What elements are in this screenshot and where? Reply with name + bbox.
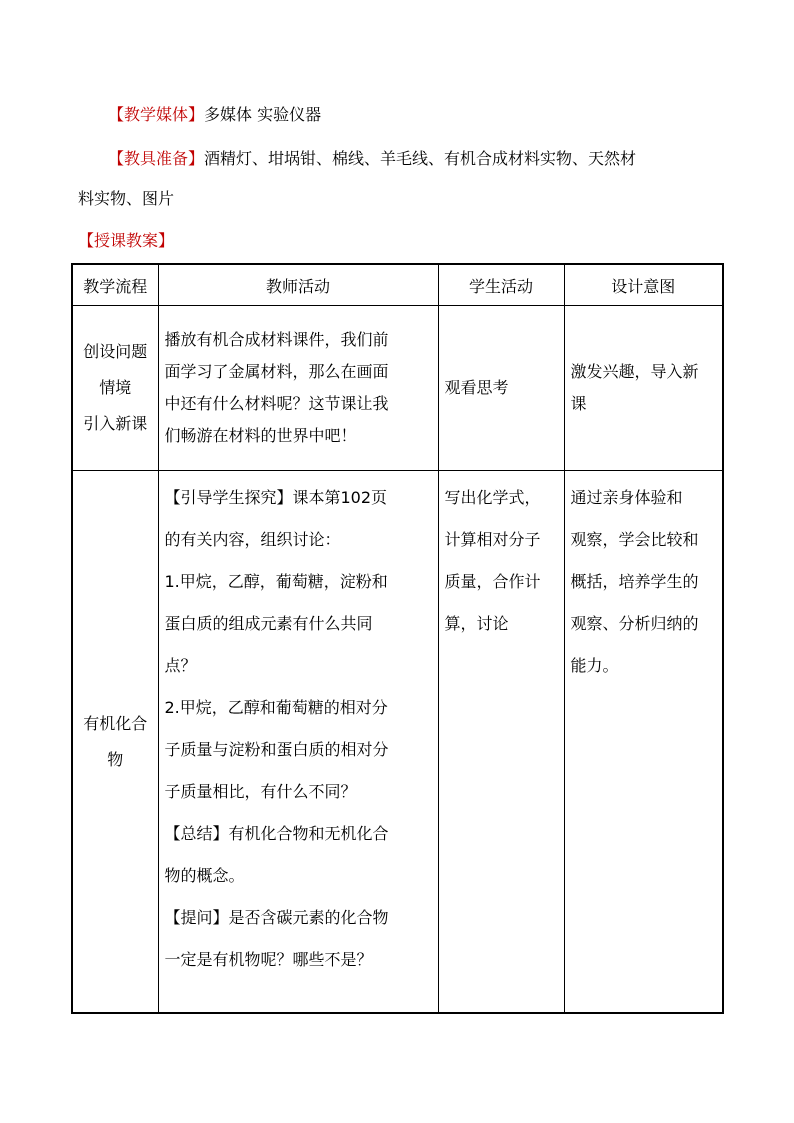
header-teacher-activity: 教师活动	[158, 264, 438, 306]
stage-text: 有机化合	[83, 713, 148, 733]
teacher-activity-text: 子质量与淀粉和蛋白质的相对分	[164, 740, 389, 759]
stage-text: 物	[107, 749, 124, 769]
teaching-tools-text: 酒精灯、坩埚钳、棉线、羊毛线、有机合成材料实物、天然材	[204, 149, 637, 168]
header-design-intent: 设计意图	[564, 264, 723, 306]
stage-cell	[72, 306, 158, 471]
student-activity-cell	[438, 471, 564, 1014]
design-intent-text: 激发兴趣，导入新	[570, 362, 699, 381]
student-activity-text: 计算相对分子	[444, 530, 541, 549]
design-intent-text: 能力。	[570, 656, 619, 675]
teaching-tools-line	[108, 148, 636, 170]
teacher-activity-text: 【总结】有机化合物和无机化合	[164, 824, 389, 843]
teacher-activity-cell	[158, 471, 438, 1014]
student-activity-text: 算，讨论	[444, 614, 509, 633]
student-activity-text: 观看思考	[444, 378, 509, 397]
stage-text: 创设问题	[83, 342, 148, 361]
stage-text: 情境	[99, 378, 132, 397]
teacher-activity-text: 【引导学生探究】课本第102页	[164, 488, 388, 507]
design-intent-text: 课	[570, 394, 587, 413]
student-activity-cell	[438, 306, 564, 471]
teacher-activity-text: 播放有机合成材料课件，我们前	[164, 330, 389, 349]
design-intent-text: 观察，学会比较和	[570, 530, 699, 549]
teacher-activity-cell	[158, 306, 438, 471]
teacher-activity-text: 【提问】是否含碳元素的化合物	[164, 908, 389, 927]
teacher-activity-text: 物的概念。	[164, 866, 245, 885]
design-intent-text: 概括，培养学生的	[570, 572, 699, 591]
teacher-activity-text: 蛋白质的组成元素有什么共同	[164, 614, 373, 633]
table-header-row	[72, 264, 723, 306]
teacher-activity-text: 子质量相比，有什么不同？	[164, 782, 357, 801]
lesson-plan-table	[71, 263, 724, 1014]
teacher-activity-text: 中还有什么材料呢？这节课让我	[164, 394, 389, 413]
teacher-activity-text: 1.甲烷，乙醇，葡萄糖，淀粉和	[164, 572, 388, 591]
teacher-activity-text: 一定是有机物呢？哪些不是？	[164, 950, 373, 969]
teaching-tools-line-2: 料实物、图片	[78, 189, 175, 208]
teacher-activity-text: 面学习了金属材料，那么在画面	[164, 362, 389, 381]
teaching-media-line	[108, 104, 321, 126]
lesson-plan-label: 【授课教案】	[78, 231, 175, 250]
design-intent-text: 通过亲身体验和	[570, 488, 683, 507]
teacher-activity-text: 们畅游在材料的世界中吧！	[164, 426, 357, 445]
table-row	[72, 471, 723, 1014]
teaching-tools-label: 【教具准备】	[108, 149, 205, 168]
student-activity-text: 写出化学式，	[444, 488, 541, 507]
teacher-activity-text: 的有关内容，组织讨论：	[164, 530, 341, 549]
header-stage: 教学流程	[72, 264, 158, 306]
table-row	[72, 306, 723, 471]
design-intent-cell	[564, 471, 723, 1014]
teaching-media-label: 【教学媒体】	[108, 105, 205, 124]
design-intent-text: 观察、分析归纳的	[570, 614, 699, 633]
design-intent-cell	[564, 306, 723, 471]
teacher-activity-text: 点？	[164, 656, 197, 675]
teaching-media-text: 多媒体 实验仪器	[204, 105, 322, 124]
stage-text: 引入新课	[83, 414, 148, 433]
stage-cell	[72, 471, 158, 1014]
header-student-activity: 学生活动	[438, 264, 564, 306]
student-activity-text: 质量，合作计	[444, 572, 541, 591]
teacher-activity-text: 2.甲烷，乙醇和葡萄糖的相对分	[164, 698, 388, 717]
